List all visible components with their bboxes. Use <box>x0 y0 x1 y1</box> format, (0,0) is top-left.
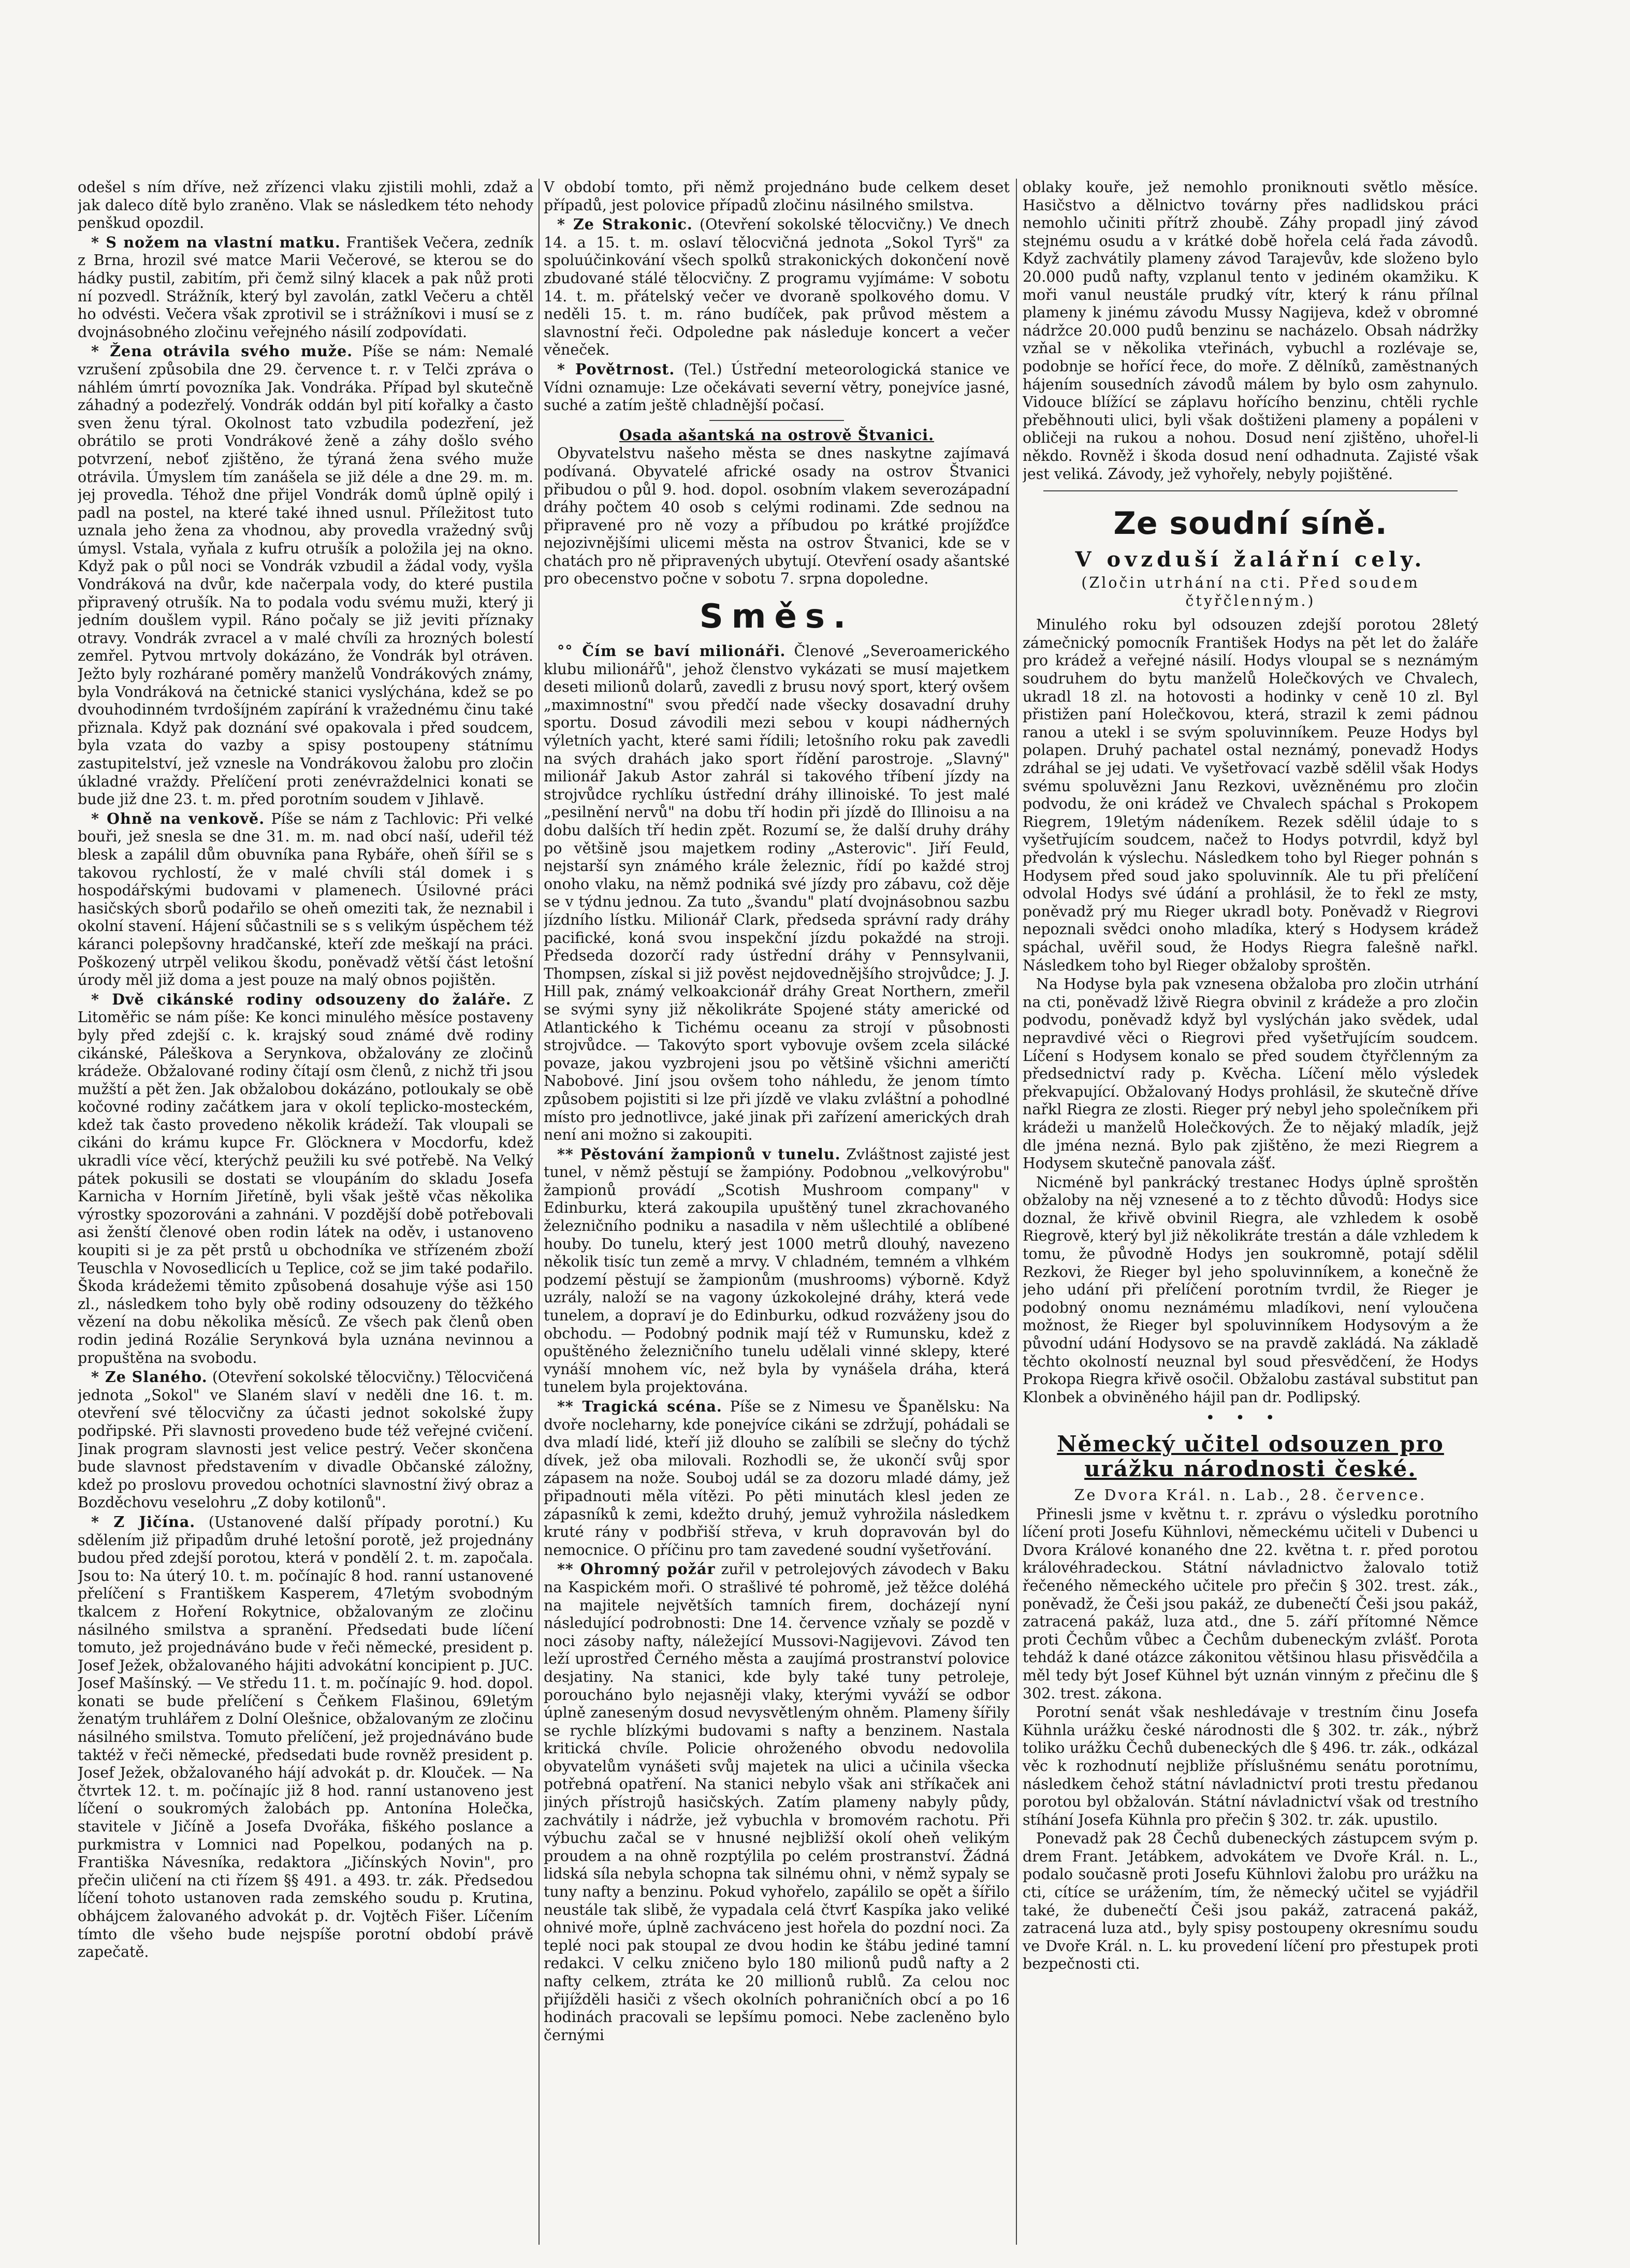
article-body: (Otevření sokolské tělocvičny.) Tělocvičená jednota „Sokol" ve Slaném slaví v neděli dne 16. t. m. otevření své tělocvičny za účasti jednot sokolské župy podřipské. Při slavnosti provedeno bude též veřejné cvičení. Jinak program slavnosti jest velice pestrý. Večer skončena bude slavnost představením v divadle Občanské záložny, kdež po proslovu provedou ochotníci slavnostní živý obraz a Bozděchovu veselohru „Z doby kotilonů". <box>78 1369 533 1511</box>
article-body: František Večera, zedník z Brna, hrozil své matce Marii Večerové, se kterou se do hádky pustil, zabitím, při čemž silný klacek a pak nůž proti ní pozvedl. Strážník, který byl zavolán, zatkl Večeru a chtěl ho odvésti. Večera však zprotivil se i strážníkovi i musí se z dvojnásobného zločinu veřejného násilí zodpovídati. <box>78 234 533 341</box>
dateline: Ze Dvora Král. n. Lab., 28. července. <box>1074 1487 1427 1504</box>
article <box>78 1368 533 1512</box>
column-divider <box>1016 179 1017 2245</box>
article-body: Z Litoměřic se nám píše: Ke konci minulého měsíce postaveny byly před zdejší c. k. krajský soud známé dvě rodiny cikánské, Páleškova a Serynkova, obžalovány ze zločinů krádeže. Obžalované rodiny čítají osm členů, z nichž tři jsou mužští a pět žen. Jak obžalobou dokázáno, potloukaly se obě kočovné rodiny začátkem jara v okolí teplicko-mosteckém, kdež tak často provedeno několik krádeží. Tak vloupali se cikáni do krámu kupce Fr. Glöcknera v Mocdorfu, kdež ukradli více věcí, kterýchž peužili ku své potřebě. Na Velký pátek pokusili se dostati se vloupáním do skladu Josefa Karnicha v Horním Jiřetíně, byli však ještě včas několika výrostky spozorováni a zahnáni. V pozdější době potřebovali asi ženští členové oben rodin látek na oděv, i ustanoveno koupiti si je za pět prstů u obchodníka ve střízeném zboží Teuschla v Novosedlicích u Teplice, což se jim také podařilo. Škoda krádežemi těmito způsobená dosahuje výše asi 150 zl., následkem toho byly obě rodiny odsouzeny do těžkého vězení na dobu několika měsíců. Ze všech pak členů oben rodin jediná Rozálie Serynková byla uznána nevinnou a propuštěna na svobodu. <box>78 991 533 1366</box>
article <box>544 1145 1010 1397</box>
article-heading: Osada ašantská na ostrově Štvanici. <box>619 426 935 444</box>
section-title: Ze soudní síně. <box>1113 505 1388 542</box>
article <box>78 234 533 342</box>
article <box>78 1513 533 1961</box>
divider <box>709 420 844 421</box>
article <box>544 1398 1010 1559</box>
article-body: Nicméně byl pankrácký trestanec Hodys úplně sproštěn obžaloby na něj vznesené a to z těchto důvodů: Hodys sice doznal, že křivě obvinil Riegra, ale vzhledem k osobě Riegrově, který byl již několikráte trestán a dále vzhledem k tomu, že původně Hodys jen soukromně, potají sdělil Rezkovi, že Rieger byl jeho spoluvinníkem, a konečně že jeho udání při přelíčení porotním tvrdil, že Rieger je podobný onomu neznámému mladíkovi, není vyloučena možnost, že Rieger byl spoluvinníkem Hodysovým a že původní udání Hodysovo se na pravdě zakládá. Na základě těchto okolností neuznal byl soud přesvědčení, že Hodys Prokopa Riegra křivě osočil. Obžalobu zastával substitut pan Klonbek a obviněného hájil pan dr. Podlipský. <box>1023 1173 1478 1406</box>
article-body: (Tel.) Ústřední meteorologická stanice ve Vídni oznamuje: Lze očekávati severní větry, ponejvíce jasné, suché a zatím ještě chladnější počasí. <box>544 360 1010 414</box>
article-body: Ponevadž pak 28 Čechů dubeneckých zástupcem svým p. drem Frant. Jetábkem, advokátem ve Dvoře Král. n. L., podalo současně proti Josefu Kühnlovi žalobu pro urážku na cti, cítíce se urážením, tím, že německý učitel se vyjádřil také, že dubenečtí Češi jsou pakáž, zatracená pakáž, zatracená luza atd., byly spisy postoupeny okresnímu soudu ve Dvoře Král. n. L. ku provedení líčení pro přestupek proti bezpečnosti cti. <box>1023 1830 1478 1973</box>
section-title-smes: Směs. <box>699 598 854 636</box>
article-heading: * Ohně na venkově. <box>91 809 265 827</box>
article-body: Porotní senát však neshledávaje v trestním činu Josefa Kühnla urážku české národnosti dle § 302. tr. zák., nýbrž toliko urážku Čechů dubeneckých dle § 496. tr. zák., odkázal věc k rozhodnutí nejbliže příslušnému senátu porotnímu, následkem čehož státní návladnictví proti trestu předanou porotou byl obžalován. Státní návladnictví však od trestního stíhání Josefa Kühnla pro přečin § 302. tr. zák. upustilo. <box>1023 1704 1478 1828</box>
article-body: (Ustanovené další případy porotní.) Ku sdělením již připadům druhé letošní porotě, jež projednány budou před zdejší porotou, která v pondělí 2. t. m. započala. Jsou to: Na úterý 10. t. m. počínajíc 8 hod. ranní ustanovené přelíčení s Františkem Kasperem, 47letým svobodným tkalcem z Hoření Rokytnice, obžalovaným ze zločinu násilného smilstva a spranění. Předsedati bude líčení tomuto, jež projednáváno bude v řeči německé, president p. Josef Ježek, obžalovaného hájiti advokátní koncipient p. JUC. Josef Mašínský. — Ve středu 11. t. m. počínajíc 9. hod. dopol. konati se bude přelíčení s Čeňkem Flašinou, 69letým ženatým truhlářem z Dolní Olešnice, obžalovaným ze zločinu násilného smilstva. Tomuto přelíčení, jež projednáváno bude taktéž v řeči německé, předsedati bude rovněž president p. Josef Ježek, obžalovaného hájí advokát p. dr. Klouček. — Na čtvrtek 12. t. m. počínajíc již 8 hod. ranní ustanoveno jest líčení o soukromých žalobách pp. Antonína Holečka, stavitele v Jičíně a Josefa Dvořáka, fiškého poslance a purkmistra v Lomnici nad Popelkou, podaných na p. Františka Návesníka, redaktora „Jičínských Novin", pro přečin uličení na cti řízem §§ 491. a 493. tr. zák. Předsedou líčení tohoto ustanoven rada zemského soudu p. Krutina, obhájcem žalovaného advokát p. dr. Vojtěch Fišer. Líčením tímto dle všeho bude nejspíše porotní období právě zapečatě. <box>78 1513 533 1961</box>
article <box>78 810 533 990</box>
article-continuation: odešel s ním dříve, než zřízenci vlaku zjistili mohli, zdaž a jak daleco dítě bylo zraněno. Vlak se následkem této nehody penškud opozdil. <box>78 179 533 232</box>
column-middle <box>544 179 1010 2245</box>
article-body: Píše se z Nimesu ve Španělsku: Na dvoře nocleharny, kde ponejvíce cikáni se zdržují, pohádali se dva mladí lidé, kteří již dlouho se zalíbili se slečny do týchž dívek, jež oba milovali. Rozhodli se, že ukončí svůj spor zápasem na nože. Souboj udál se za dozoru mladé dámy, jež připadnouti měla vítězi. Po pěti minutách klesl jeden ze zápasníků k zemi, kdežto druhý, jemuž vyhrožila následkem kruté rány v podbřiší střeva, v kruh dopravován byl do nemocnice. O příčinu pro tam zavedené soudní vyšetřování. <box>544 1398 1010 1559</box>
article-heading: ** Ohromný požár <box>557 1560 716 1578</box>
article-heading: * Ze Slaného. <box>91 1368 208 1386</box>
column-left <box>78 179 533 2245</box>
article-body: (Otevření sokolské tělocvičny.) Ve dnech 14. a 15. t. m. oslaví tělocvičná jednota „Sokol Tyrš" za spoluúčinkování všech spolků strakonických dokončení nově zbudované stálé tělocvičny. Z programu vyjímáme: V sobotu 14. t. m. přátelský večer ve dvoraně spolkového domu. V neděli 15. t. m. ráno budíček, pak průvod městem a slavnostní řeči. Odpoledne pak následuje koncert a večer věneček. <box>544 216 1010 359</box>
article <box>78 991 533 1367</box>
article-body: Členové „Severoamerického klubu milionářů", jehož členstvo vykázati se musí majetkem deseti milionů dolarů, zavedli z brusu nový sport, který ovšem „maximnostní" svou předčí nade všecky dosavadní druhy sportu. Dosud závodili mezi sebou v koupi nádherných výletních yacht, které sami řídili; letošního roku pak zavedli na svých drahách jako sport řídění parostroje. „Slavný" milionář Jakub Astor zahrál si takového tříbení jízdy na strojvůdce rychlíku ústřední dráhy illinoiské. To jest malé „pesilnění nervů" na dobu tří hodin při jízdě do Illinoisu a na dobu dalších tří hedin zpět. Rozumí se, že další druhy dráhy po většině jsou majetkem rodiny „Asterovic". Jiří Feuld, nejstarší syn známého krále železnic, řídí po každé stroj onoho vlaku, na němž podniká své jízdy pro zábavu, což děje se v týdnu jednou. Za tuto „švandu" platí dvojnásobnou sazbu jízdního lístku. Milionář Clark, předseda správní rady dráhy pacifické, koná svou inspekční jízdu pokaždé na stroji. Předseda dozorčí rady ústřední dráhy v Pennsylvanii, Thompsen, získal si již pověst nejdovednějšího strojvůdce; J. J. Hill pak, známý velkoakcionář dráhy Great Northern, zmeřil se svými syny již několikráte Spojené státy americké od Atlantického k Tichému oceanu za strojí v působnosti strojvůdce. — Takovýto sport vybovuje ovšem zcela silácké povaze, jakou vyzbrojeni jsou po většině všichni američtí Nabobové. Jiní jsou ovšem toho náhledu, že jenom tímto způsobem pojistiti si lze při jízdě ve vlaku zvláštní a pohodlné místo pro jednotlivce, jaké jinak při zařízení amerických drah není ani možno si zakoupiti. <box>544 643 1010 1144</box>
article-continuation: oblaky kouře, jež nemohlo proniknouti světlo měsíce. Hasičstvo a dělnictvo továrny přes nadlidskou práci nemohlo učiniti přítrž zhoubě. Záhy propadl jiný závod stejnému osudu a v krátké době hořela celá řada závodů. Když zachvátily plameny závod Tarajevův, kde složeno bylo 20.000 pudů nafty, vzplanul tento v jediném okamžiku. K moři vanul neustále prudký vítr, který k ránu přílnal plameny k jinému závodu Mussy Nagijeva, kdež v obromné nádržce 20.000 pudů benzinu se nacházelo. Obsah nádržky vzňal se v několika vteřinách, vybuchl a rozlévaje se, podobnje se hořící řece, do moře. Z dělníků, zaměstnaných hájením sousedních závodů málem by bylo osm zahynulo. Vidouce blížící se záplavu hořícího benzinu, chtěli rychle přeběhnouti ulici, byli však doštiženi plameny a popáleni v obličeji na rukou a nohou. Dosud není zjištěno, uhořel-li někdo. Rovněž i škoda dosud není odhadnuta. Zajisté však jest veliká. Závody, jež vyhořely, nebyly pojištěné. <box>1023 179 1478 483</box>
article-body: Zvláštnost zajisté jest tunel, v němž pěstují se žampióny. Podobnou „velkovýrobu" žampionů provádí „Scotish Mushroom company" v Edinburku, která zakoupila upuštěný tunel zkrachovaného železničního podniku a nasadila v něm ušlechtilé a oblíbené houby. Do tunelu, který jest 1000 metrů dlouhý, navezeno několik tisíc tun země a mrvy. V chladném, temném a vlhkém podzemí pěstují se žampionům (mushrooms) výborně. Když uzrály, naloží se na vagony úzkokolejné dráhy, která vede tunelem, a dopraví je do Edinburku, odkud rozváženy jsou do obchodu. — Podobný podnik mají též v Rumunsku, kdež z opuštěného železničního tunelu udělali vinné sklepy, které vynáší mnohem víc, než byla by vynášela dráha, která tunelem byla projektována. <box>544 1145 1010 1396</box>
article <box>78 342 533 808</box>
article <box>544 1560 1010 2044</box>
article-title: Německý učitel odsouzen pro urážku národnosti české. <box>1057 1431 1444 1481</box>
article-heading: °° Čím se baví milionáři. <box>557 642 786 660</box>
article-title: V ovzduší žalářní cely. <box>1075 547 1426 572</box>
column-divider <box>539 179 540 2245</box>
article-body: Obyvatelstvu našeho města se dnes naskytne zajímavá podívaná. Obyvatelé africké osady na ostrov Štvanici přibudou o půl 9. hod. dopol. osobním vlakem severozápadní dráhy počtem 40 osob s celými rodinami. Zde sednou na připravené pro ně vozy a příbudou po krátké projížďce nejozivnějšími ulicemi města na ostrov Štvanici, kde se v chatách pro ně připravených ubytují. Otevření osady ašantské pro obecenstvo počne v sobotu 7. srpna dopoledne. <box>544 445 1010 588</box>
article-body: zuřil v petrolejových závodech v Baku na Kaspickém moři. O strašlivé té pohromě, jež těžce doléhá na majitele největších tamních firem, docházejí nyní následující podrobnosti: Dne 14. července vzňaly se pozdě v noci zásoby nafty, náležející Mussovi-Nagijevovi. Závod ten leží uprostřed Černého města a zaujímá prostranství polovice desjatiny. Na stanici, kde byly také tuny petroleje, poroucháno bylo nejasněji vlaky, kterými vyváží se odbor úplně zaneseným dosud nevysvětleným ohněm. Plameny šířily se rychle blízkými budovami s nafty a benzinem. Nastala kritická chvíle. Policie ohroženého obvodu nedovolila obyvatelům vynášeti svůj majetek na ulici a učinila všecka potřebná opatření. Na stanici nebylo však ani stříkaček ani jiných přístrojů hasičských. Zatím plameny nabyly půdy, zachvátily i nádrže, jež vybuchla v bromovém rachotu. Při výbuchu začal se v hnusné nejbližší okolí oheň velikým proudem a na ohně rozptýlila po celém prostranství. Žádná lidská síla nebyla schopna tak silnému ohni, v němž sypaly se tuny nafty a benzinu. Pokud vyhořelo, zapálilo se opět a šířilo neustále tak slibě, že vypadala celá čtvrť Kaspíka jako veliké ohnivé moře, úplně zachváceno jest hořela do pozdní noci. Za teplé noci pak stoupal ze dvou hodin ke štábu jediné tamní redakci. V celku zničeno bylo 180 milionů pudů nafty a 2 nafty celkem, ztráta ke 20 millionů rublů. Za celou noc přijížděli hasiči z všech okolních pohraničních obcí a po 16 hodinách pracovali se lepšímu pomoci. Nebe zacleněno bylo černými <box>544 1561 1010 2044</box>
article <box>544 360 1010 415</box>
article-heading: * Dvě cikánské rodiny odsouzeny do žaláře. <box>91 990 512 1008</box>
article-heading: * S nožem na vlastní matku. <box>91 233 341 251</box>
article-heading: * Povětrnost. <box>557 360 675 378</box>
article-body: Minulého roku byl odsouzen zdejší porotou 28letý zámečnický pomocník František Hodys na pět let do žaláře pro krádež a veřejné násilí. Hodys vloupal se s neznámým soudruhem do bytu manželů Holečkových ve Chvalech, ukradl 18 zl. na hotovosti a hodinky v ceně 10 zl. Byl přistižen paní Holečkovou, která, strazil k zemi pádnou ranou a utekl i se svým spoluvinníkem. Peuze Hodys byl polapen. Druhý pachatel ostal neznámý, ponevadž Hodys zdráhal se jej udati. Ve vyšetřovací vazbě sdělil však Hodys svému spoluvězni Janu Rezkovi, uvězněnému pro zločin podvodu, že oni krádež ve Chvalech spáchal s Prokopem Riegrem, 19letým nádeníkem. Rezek sdělil údaje to s vyšetřujícím soudcem, načež to Hodys potvrdil, když byl předvolán k výslechu. Následkem toho byl Rieger pohnán s Hodysem před soud jako spoluvinník. Ale tu při přelíčení odvolal Hodys své údání a prohlásil, že to řekl ze msty, poněvadž prý mu Rieger ukradl boty. Poněvadž v Riegrovi nepoznali svědci onoho mladíka, který s Hodysem krádež spáchal, uvěřil soud, že Hodys Riegra falešně nařkl. Následkem toho byl Rieger obžaloby sproštěn. <box>1023 616 1478 974</box>
article-heading: * Z Jičína. <box>91 1513 196 1531</box>
article-heading: ** Tragická scéna. <box>557 1398 722 1415</box>
article-body: Přinesli jsme v květnu t. r. zprávu o výsledku porotního líčení proti Josefu Kühnlovi, německému učiteli v Dubenci u Dvora Králové konaného dne 22. května t. r. před porotou královéhradeckou. Státní návladnictvo žalovalo totiž řečeného německého učitele pro přečin § 302. trest. zák., poněvadž, že Češi jsou pakáž, ze dubenečtí Češi jsou pakáž, zatracená pakáž, luza atd., dne 5. září přítomné Němce proti Čechům vůbec a Čechům dubeneckým zvlášť. Porota tehdáž k dané otázce zákonitou většinou hlasu přisvědčila a měl tedy být Josef Kühnel být uznán vinným z přečinu dle § 302. trest. zákona. <box>1023 1505 1478 1702</box>
divider <box>1043 490 1458 491</box>
article <box>544 642 1010 1144</box>
article-heading: * Žena otrávila svého muže. <box>91 342 353 360</box>
article-body: Na Hodyse byla pak vznesena obžaloba pro zločin utrhání na cti, poněvadž lživě Riegra obvinil z krádeže a pro zločin podvodu, poněvadž když byl vyslýchán jako svědek, udal nepravdivé věci o Riegrovi před vyšetřujícím soudcem. Líčení s Hodysem konalo se před soudem čtyřčlenným za předsednictví rady p. Kvěcha. Líčení mělo výsledek překvapující. Obžalovaný Hodys prohlásil, že skutečně dříve nařkl Riegra ze zlosti. Rieger prý nebyl jeho společníkem při krádeži u manželů Holečkových. Že to nějaký mladík, jejž dle jména nezná. Bylo pak zjištěno, že mezi Riegrem a Hodysem skutečně panovala zášť. <box>1023 976 1478 1172</box>
article-heading: * Ze Strakonic. <box>557 215 693 234</box>
article-body: Píše se nám z Tachlovic: Při velké bouři, jež snesla se dne 31. m. m. nad obcí naší, udeřil též blesk a zapálil dům obuvníka pana Rybáře, oheň šířil se s takovou rychlostí, že v malé chvíli stál domek i s hospodářskými budovami v plamenech. Úsilovné práci hasičských sborů podařilo se oheň omeziti tak, že neznabil i okolní stavení. Hájení sůčastnili se s s velikým úspěchem též káranci polepšovny hradčanské, kteří zde meškají na práci. Poškozený utrpěl velikou škodu, poněvadž větší část letošní úrody měl již doma a jest pouze na malý obnos pojištěn. <box>78 810 533 989</box>
article-continuation: V období tomto, při němž projednáno bude celkem deset případů, jest polovice případů zločinu násilného smilstva. <box>544 179 1010 214</box>
article-subtitle: (Zločin utrhání na cti. Před soudem čtyřčlenným.) <box>1081 574 1420 609</box>
article-body: Píše se nám: Nemalé vzrušení způsobila dne 29. července t. r. v Telči zpráva o náhlém úmrtí povozníka Jak. Vondráka. Případ byl skutečně záhadný a podezřelý. Vondrák oddán byl pití kořalky a často sven ženu týral. Okolnost tato vzbudila podezření, jež obrátilo se proti Vondrákové ženě a záhy došlo svého potvrzení, neboť zjištěno, že týraná žena svého muže otrávila. Úmyslem tím zanášela se již déle a dne 29. m. m. jej provedla. Téhož dne přijel Vondrák domů úplně opilý i padl na postel, na které také ihned usnul. Příležitost tuto uznala jeho žena za vhodnou, aby provedla vražedný svůj úmysl. Vstala, vyňala z kufru otrušík a položila jej na okno. Když pak o půl noci se Vondrák vzbudil a žádal vody, vyšla Vondráková na dvůr, kde načerpala vody, do které pustila připravený otrušík. Na to podala vodu svému muži, který ji jedním doušlem vypil. Ráno počaly se již jeviti příznaky otravy. Vondrák zvracel a v malé chvíli za hrozných bolestí zemřel. Pytvou mrtvoly dokázáno, že Vondrák byl otráven. Ježto byly rozhárané poměry manželů Vondrákových známy, byla Vondráková na četnické stanici vyslýchána, kdež se po dvouhodinném tvrdošíjném zapírání k vražednému činu také přiznala. Když pak doznání své opakovala i před soudcem, byla vzata do vazby a spisy postoupeny státnímu zastupitelství, jež vznesle na Vondrákovou žalobu pro zločin úkladné vraždy. Přelíčení proti zenévraždelnici konati se bude již dne 23. t. m. před porotním soudem v Jihlavě. <box>78 343 533 808</box>
article-heading: ** Pěstování žampionů v tunelu. <box>557 1145 841 1163</box>
section-separator: ••• <box>1205 1409 1296 1428</box>
article <box>544 215 1010 359</box>
column-right <box>1023 179 1478 2245</box>
